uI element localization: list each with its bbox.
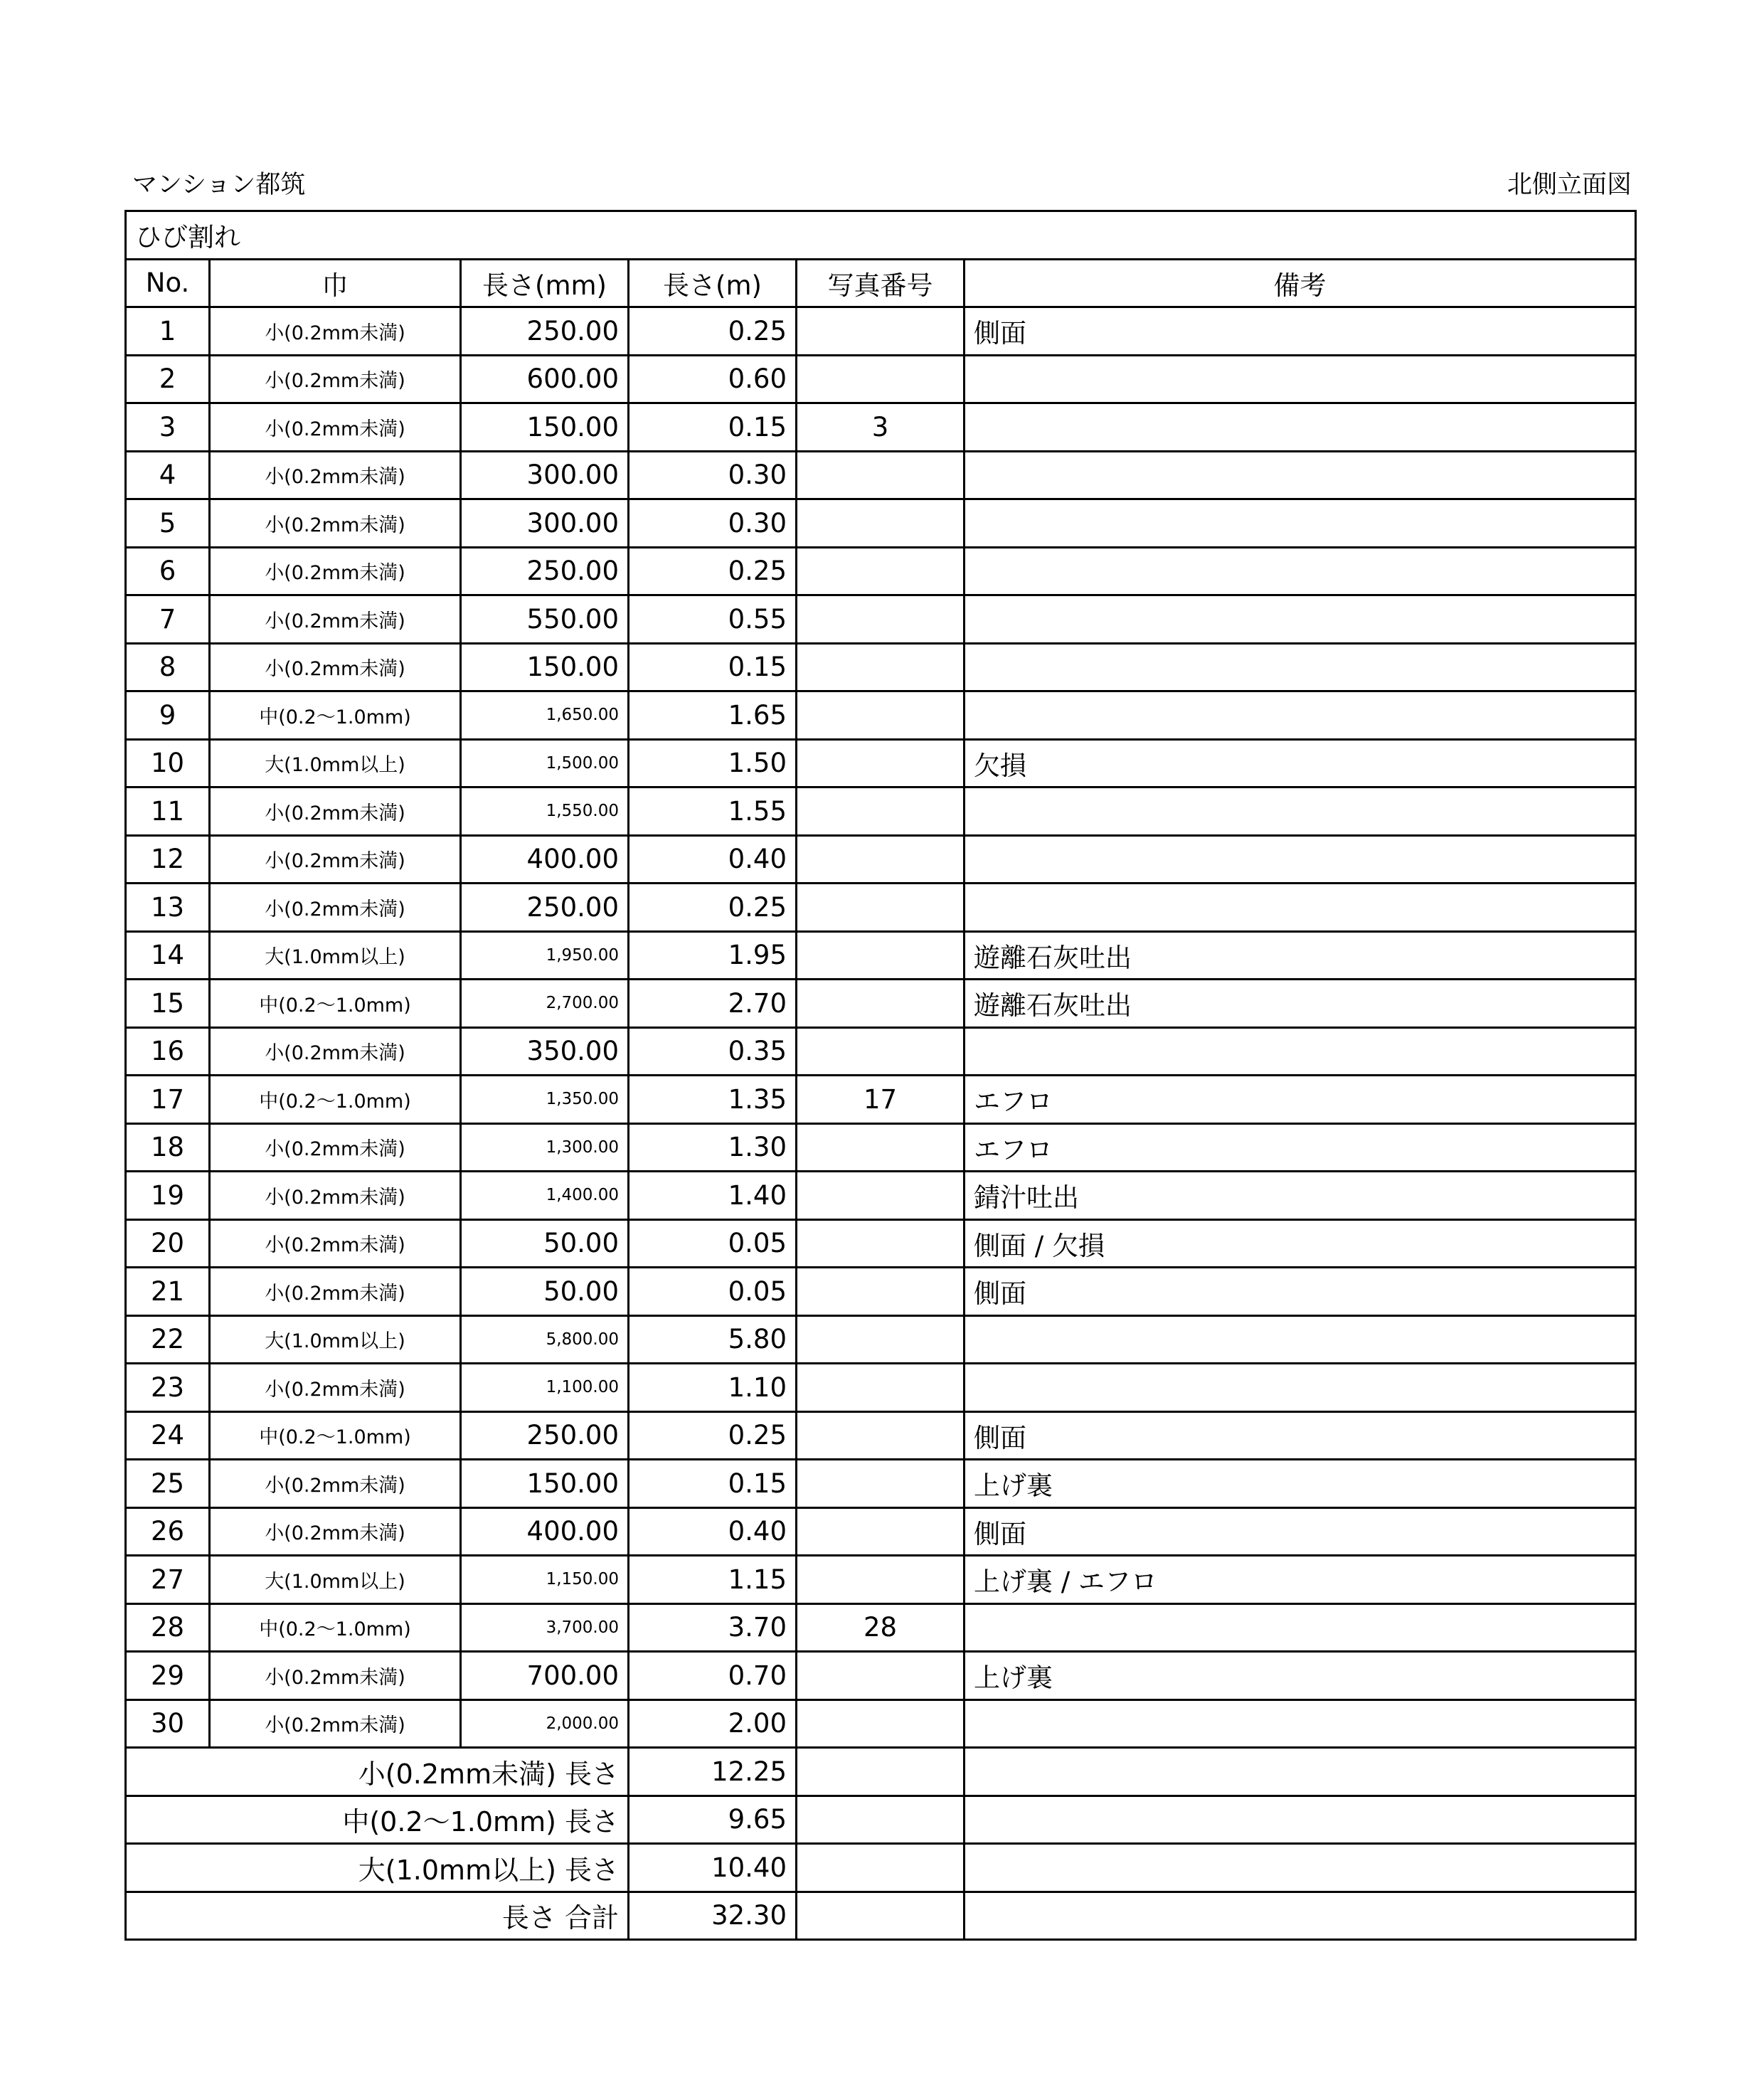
table-row — [126, 403, 1636, 452]
row-length-m: 1.40 — [629, 1172, 797, 1220]
row-length-m: 0.15 — [629, 1460, 797, 1508]
row-length-mm: 1,550.00 — [461, 787, 629, 836]
row-length-m: 0.05 — [629, 1219, 797, 1268]
row-no: 12 — [126, 835, 210, 884]
row-note — [965, 547, 1636, 595]
table-title: ひび割れ — [126, 211, 1636, 260]
row-length-m: 5.80 — [629, 1315, 797, 1364]
table-row — [126, 595, 1636, 644]
row-length-m: 0.25 — [629, 884, 797, 932]
row-photo — [797, 1172, 965, 1220]
row-photo: 17 — [797, 1076, 965, 1124]
row-no: 15 — [126, 980, 210, 1028]
row-no: 9 — [126, 691, 210, 740]
row-width: 中(0.2～1.0mm) — [210, 1076, 461, 1124]
row-photo — [797, 1268, 965, 1316]
row-width: 小(0.2mm未満) — [210, 1699, 461, 1748]
row-length-mm: 700.00 — [461, 1652, 629, 1700]
row-width: 小(0.2mm未満) — [210, 451, 461, 499]
total-note-empty — [965, 1748, 1636, 1796]
table-row — [126, 1411, 1636, 1460]
row-photo — [797, 1460, 965, 1508]
row-photo — [797, 1699, 965, 1748]
row-width: 中(0.2～1.0mm) — [210, 691, 461, 740]
row-length-mm: 1,400.00 — [461, 1172, 629, 1220]
row-length-mm: 150.00 — [461, 643, 629, 691]
total-label: 長さ 合計 — [126, 1892, 629, 1940]
row-length-m: 0.25 — [629, 1411, 797, 1460]
table-header-row — [126, 259, 1636, 307]
total-label: 小(0.2mm未満) 長さ — [126, 1748, 629, 1796]
row-no: 14 — [126, 931, 210, 980]
row-photo: 28 — [797, 1603, 965, 1652]
row-length-m: 1.15 — [629, 1556, 797, 1604]
row-photo — [797, 980, 965, 1028]
table-title-row — [126, 211, 1636, 260]
table-row — [126, 1076, 1636, 1124]
table-row — [126, 1123, 1636, 1172]
crack-table — [124, 210, 1637, 1941]
row-note: 側面 — [965, 307, 1636, 356]
col-header-length-mm: 長さ(mm) — [461, 259, 629, 307]
table-row — [126, 739, 1636, 787]
row-note — [965, 403, 1636, 452]
table-row — [126, 1219, 1636, 1268]
row-width: 小(0.2mm未満) — [210, 1123, 461, 1172]
col-header-no: No. — [126, 259, 210, 307]
row-length-mm: 300.00 — [461, 451, 629, 499]
row-length-m: 2.70 — [629, 980, 797, 1028]
row-note — [965, 835, 1636, 884]
row-length-m: 0.40 — [629, 1507, 797, 1556]
row-length-mm: 1,300.00 — [461, 1123, 629, 1172]
row-no: 25 — [126, 1460, 210, 1508]
row-note: エフロ — [965, 1076, 1636, 1124]
row-width: 小(0.2mm未満) — [210, 1460, 461, 1508]
table-row — [126, 1027, 1636, 1076]
row-note: 側面 — [965, 1507, 1636, 1556]
row-note — [965, 451, 1636, 499]
row-length-m: 2.00 — [629, 1699, 797, 1748]
row-length-mm: 400.00 — [461, 835, 629, 884]
row-note — [965, 499, 1636, 548]
table-row — [126, 547, 1636, 595]
row-no: 2 — [126, 355, 210, 403]
row-no: 4 — [126, 451, 210, 499]
row-photo — [797, 499, 965, 548]
row-length-mm: 350.00 — [461, 1027, 629, 1076]
table-row — [126, 1268, 1636, 1316]
row-length-m: 1.10 — [629, 1364, 797, 1412]
row-no: 22 — [126, 1315, 210, 1364]
row-length-m: 0.60 — [629, 355, 797, 403]
row-no: 29 — [126, 1652, 210, 1700]
row-photo — [797, 355, 965, 403]
row-note: 欠損 — [965, 739, 1636, 787]
table-row — [126, 1652, 1636, 1700]
row-photo — [797, 1123, 965, 1172]
row-length-mm: 150.00 — [461, 1460, 629, 1508]
row-length-mm: 1,350.00 — [461, 1076, 629, 1124]
row-length-m: 1.55 — [629, 787, 797, 836]
row-length-mm: 150.00 — [461, 403, 629, 452]
total-value: 10.40 — [629, 1844, 797, 1892]
row-width: 小(0.2mm未満) — [210, 1268, 461, 1316]
row-note: 側面 / 欠損 — [965, 1219, 1636, 1268]
row-photo — [797, 595, 965, 644]
row-length-m: 3.70 — [629, 1603, 797, 1652]
row-no: 8 — [126, 643, 210, 691]
row-no: 7 — [126, 595, 210, 644]
row-length-mm: 600.00 — [461, 355, 629, 403]
row-note: エフロ — [965, 1123, 1636, 1172]
row-note: 上げ裏 — [965, 1460, 1636, 1508]
row-no: 10 — [126, 739, 210, 787]
row-length-m: 0.15 — [629, 643, 797, 691]
row-length-m: 0.70 — [629, 1652, 797, 1700]
row-length-mm: 50.00 — [461, 1219, 629, 1268]
total-label: 大(1.0mm以上) 長さ — [126, 1844, 629, 1892]
row-no: 19 — [126, 1172, 210, 1220]
row-length-m: 1.35 — [629, 1076, 797, 1124]
row-length-mm: 400.00 — [461, 1507, 629, 1556]
row-no: 17 — [126, 1076, 210, 1124]
row-length-m: 1.50 — [629, 739, 797, 787]
row-no: 13 — [126, 884, 210, 932]
total-note-empty — [965, 1844, 1636, 1892]
total-photo-empty — [797, 1844, 965, 1892]
table-row — [126, 1172, 1636, 1220]
row-length-mm: 3,700.00 — [461, 1603, 629, 1652]
row-note — [965, 643, 1636, 691]
table-row — [126, 1556, 1636, 1604]
row-note — [965, 595, 1636, 644]
row-no: 27 — [126, 1556, 210, 1604]
total-label: 中(0.2～1.0mm) 長さ — [126, 1796, 629, 1844]
row-note: 上げ裏 — [965, 1652, 1636, 1700]
row-length-m: 0.05 — [629, 1268, 797, 1316]
total-value: 9.65 — [629, 1796, 797, 1844]
row-photo — [797, 1315, 965, 1364]
table-row — [126, 1603, 1636, 1652]
row-photo — [797, 931, 965, 980]
total-row — [126, 1796, 1636, 1844]
row-length-mm: 550.00 — [461, 595, 629, 644]
row-photo — [797, 451, 965, 499]
row-photo — [797, 1652, 965, 1700]
col-header-photo: 写真番号 — [797, 259, 965, 307]
row-photo — [797, 1364, 965, 1412]
row-length-mm: 250.00 — [461, 884, 629, 932]
row-length-mm: 250.00 — [461, 547, 629, 595]
row-width: 小(0.2mm未満) — [210, 595, 461, 644]
row-photo: 3 — [797, 403, 965, 452]
row-width: 小(0.2mm未満) — [210, 835, 461, 884]
row-length-mm: 1,150.00 — [461, 1556, 629, 1604]
row-length-mm: 50.00 — [461, 1268, 629, 1316]
col-header-width: 巾 — [210, 259, 461, 307]
row-width: 小(0.2mm未満) — [210, 1507, 461, 1556]
row-width: 大(1.0mm以上) — [210, 1315, 461, 1364]
total-row — [126, 1844, 1636, 1892]
row-note: 遊離石灰吐出 — [965, 931, 1636, 980]
row-width: 小(0.2mm未満) — [210, 1219, 461, 1268]
row-photo — [797, 1556, 965, 1604]
row-width: 小(0.2mm未満) — [210, 1652, 461, 1700]
table-row — [126, 355, 1636, 403]
row-note — [965, 884, 1636, 932]
row-length-mm: 1,100.00 — [461, 1364, 629, 1412]
row-length-m: 1.30 — [629, 1123, 797, 1172]
row-length-m: 0.15 — [629, 403, 797, 452]
row-length-m: 0.55 — [629, 595, 797, 644]
table-row — [126, 1699, 1636, 1748]
table-row — [126, 1507, 1636, 1556]
row-no: 11 — [126, 787, 210, 836]
row-note — [965, 1699, 1636, 1748]
row-photo — [797, 1219, 965, 1268]
row-no: 1 — [126, 307, 210, 356]
row-no: 28 — [126, 1603, 210, 1652]
row-no: 30 — [126, 1699, 210, 1748]
table-row — [126, 835, 1636, 884]
row-no: 26 — [126, 1507, 210, 1556]
table-row — [126, 980, 1636, 1028]
row-photo — [797, 1507, 965, 1556]
total-value: 12.25 — [629, 1748, 797, 1796]
table-row — [126, 307, 1636, 356]
row-length-m: 0.30 — [629, 451, 797, 499]
row-photo — [797, 739, 965, 787]
row-width: 小(0.2mm未満) — [210, 1172, 461, 1220]
row-length-mm: 1,500.00 — [461, 739, 629, 787]
table-row — [126, 787, 1636, 836]
row-no: 6 — [126, 547, 210, 595]
total-photo-empty — [797, 1748, 965, 1796]
row-width: 小(0.2mm未満) — [210, 355, 461, 403]
row-width: 小(0.2mm未満) — [210, 643, 461, 691]
row-length-m: 0.35 — [629, 1027, 797, 1076]
row-length-m: 1.65 — [629, 691, 797, 740]
row-width: 小(0.2mm未満) — [210, 787, 461, 836]
building-name: マンション都筑 — [132, 171, 306, 199]
row-note: 側面 — [965, 1411, 1636, 1460]
row-note — [965, 1603, 1636, 1652]
total-photo-empty — [797, 1796, 965, 1844]
elevation-name: 北側立面図 — [1507, 171, 1632, 199]
row-note — [965, 1364, 1636, 1412]
row-length-mm: 2,000.00 — [461, 1699, 629, 1748]
row-photo — [797, 1027, 965, 1076]
total-row — [126, 1892, 1636, 1940]
table-row — [126, 691, 1636, 740]
row-note: 側面 — [965, 1268, 1636, 1316]
row-width: 小(0.2mm未満) — [210, 1364, 461, 1412]
table-row — [126, 451, 1636, 499]
table-row — [126, 643, 1636, 691]
row-photo — [797, 884, 965, 932]
row-photo — [797, 547, 965, 595]
row-length-mm: 1,950.00 — [461, 931, 629, 980]
total-row — [126, 1748, 1636, 1796]
row-width: 小(0.2mm未満) — [210, 499, 461, 548]
row-width: 大(1.0mm以上) — [210, 739, 461, 787]
row-width: 大(1.0mm以上) — [210, 1556, 461, 1604]
table-row — [126, 1460, 1636, 1508]
row-length-mm: 5,800.00 — [461, 1315, 629, 1364]
table-row — [126, 499, 1636, 548]
row-photo — [797, 1411, 965, 1460]
total-note-empty — [965, 1892, 1636, 1940]
row-width: 大(1.0mm以上) — [210, 931, 461, 980]
row-no: 23 — [126, 1364, 210, 1412]
row-note: 上げ裏 / エフロ — [965, 1556, 1636, 1604]
row-note: 遊離石灰吐出 — [965, 980, 1636, 1028]
row-width: 小(0.2mm未満) — [210, 1027, 461, 1076]
total-value: 32.30 — [629, 1892, 797, 1940]
row-no: 24 — [126, 1411, 210, 1460]
row-photo — [797, 643, 965, 691]
row-length-mm: 250.00 — [461, 1411, 629, 1460]
row-no: 5 — [126, 499, 210, 548]
row-photo — [797, 307, 965, 356]
row-note — [965, 355, 1636, 403]
table-row — [126, 884, 1636, 932]
total-photo-empty — [797, 1892, 965, 1940]
row-photo — [797, 787, 965, 836]
table-row — [126, 1315, 1636, 1364]
col-header-note: 備考 — [965, 259, 1636, 307]
row-width: 中(0.2～1.0mm) — [210, 980, 461, 1028]
total-note-empty — [965, 1796, 1636, 1844]
row-length-m: 1.95 — [629, 931, 797, 980]
row-width: 中(0.2～1.0mm) — [210, 1603, 461, 1652]
row-length-mm: 1,650.00 — [461, 691, 629, 740]
row-note — [965, 691, 1636, 740]
row-note — [965, 787, 1636, 836]
row-length-m: 0.25 — [629, 547, 797, 595]
row-length-mm: 250.00 — [461, 307, 629, 356]
row-no: 20 — [126, 1219, 210, 1268]
row-length-m: 0.40 — [629, 835, 797, 884]
row-width: 小(0.2mm未満) — [210, 403, 461, 452]
row-length-m: 0.25 — [629, 307, 797, 356]
col-header-length-m: 長さ(m) — [629, 259, 797, 307]
row-length-m: 0.30 — [629, 499, 797, 548]
row-length-mm: 300.00 — [461, 499, 629, 548]
row-no: 3 — [126, 403, 210, 452]
row-length-mm: 2,700.00 — [461, 980, 629, 1028]
row-no: 21 — [126, 1268, 210, 1316]
row-width: 小(0.2mm未満) — [210, 884, 461, 932]
row-photo — [797, 691, 965, 740]
row-no: 18 — [126, 1123, 210, 1172]
table-row — [126, 931, 1636, 980]
row-note: 錆汁吐出 — [965, 1172, 1636, 1220]
row-no: 16 — [126, 1027, 210, 1076]
row-note — [965, 1315, 1636, 1364]
row-photo — [797, 835, 965, 884]
row-width: 小(0.2mm未満) — [210, 547, 461, 595]
row-width: 小(0.2mm未満) — [210, 307, 461, 356]
row-note — [965, 1027, 1636, 1076]
table-row — [126, 1364, 1636, 1412]
row-width: 中(0.2～1.0mm) — [210, 1411, 461, 1460]
